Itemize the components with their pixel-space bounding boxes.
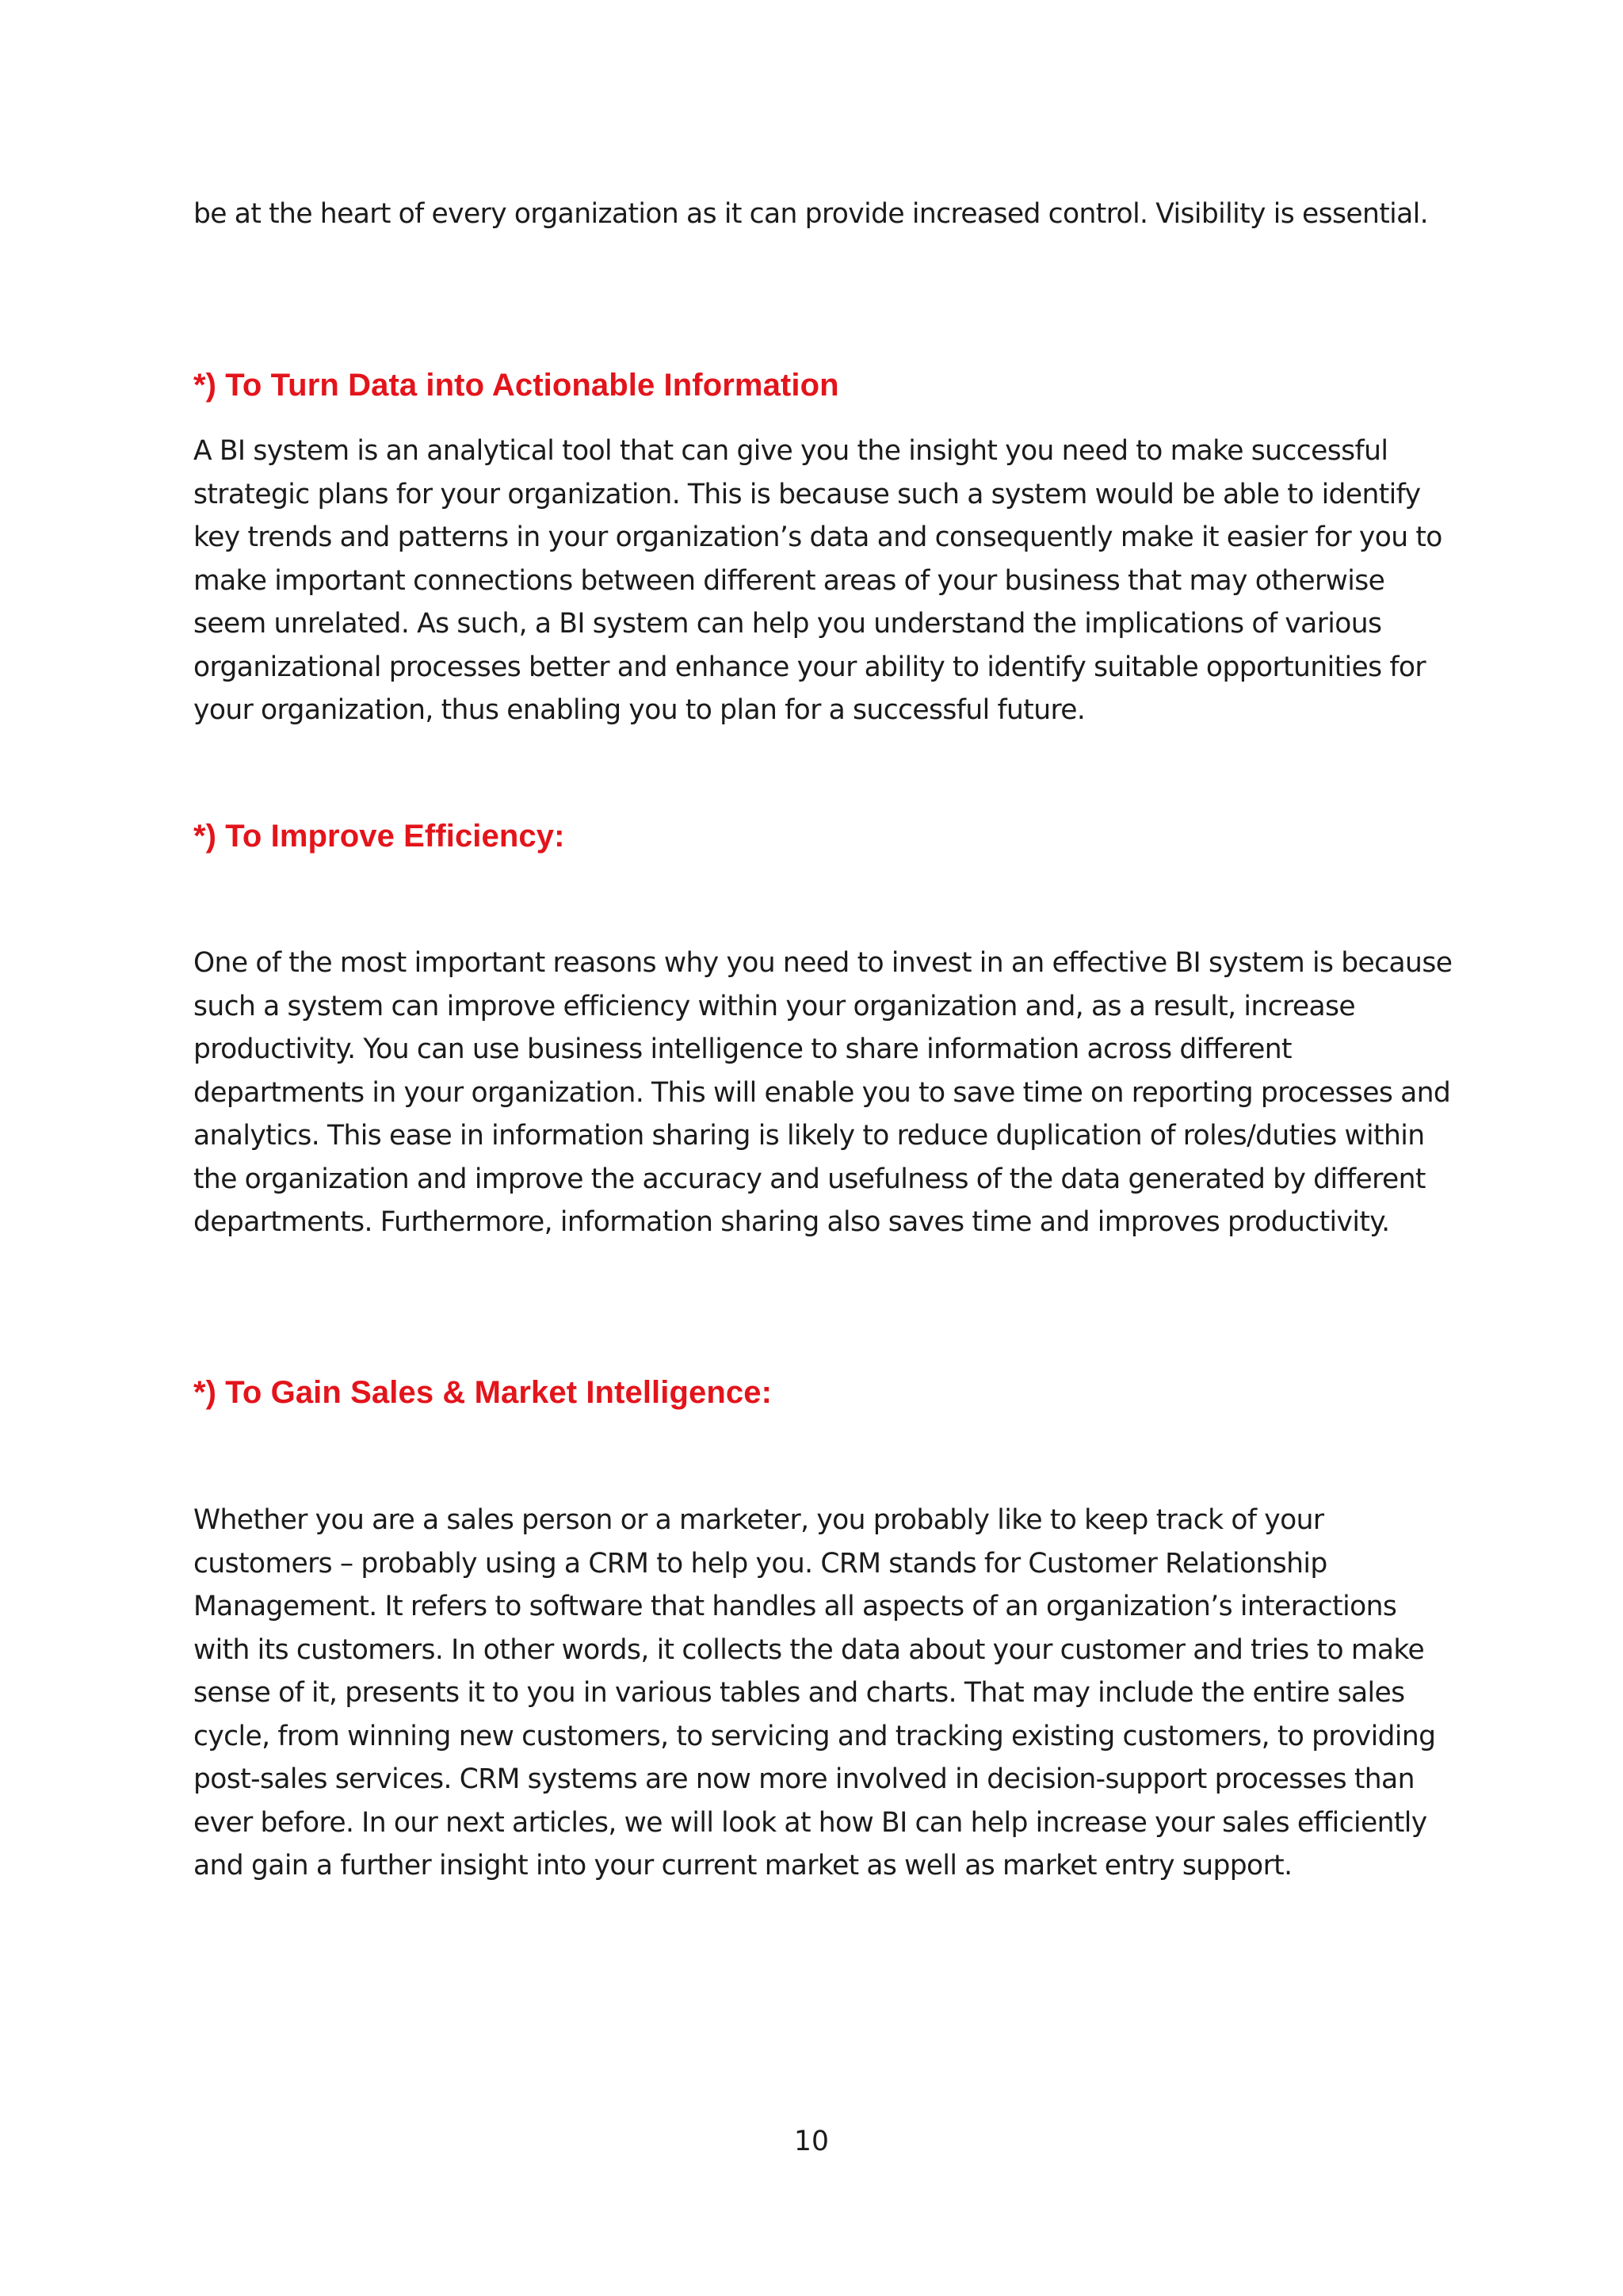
page-number: 10	[794, 2126, 829, 2157]
section-paragraph-sales-market-intelligence: Whether you are a sales person or a marketer, you probably like to keep track of your customers – probably using a CRM to help you. CRM stands for Customer Relationship Management. It refers to software that handles all aspects of an organization’s interactions with its customers. In other words, it collects the data about your customer and tries to make sense of it, presents it to you in various tables and charts. That may include the entire sales cycle, from winning new customers, to servicing and tracking existing customers, to providing post-sales services. CRM systems are now more involved in decision-support processes than ever before. In our next articles, we will look at how BI can help increase your sales efficiently and gain a further insight into your current market as well as market entry support.	[193, 1504, 1436, 1881]
intro-paragraph: be at the heart of every organization as it can provide increased control. Visibility is essential.	[193, 198, 1429, 230]
section-heading-actionable-information: *) To Turn Data into Actionable Information	[193, 368, 839, 403]
section-paragraph-improve-efficiency: One of the most important reasons why you need to invest in an effective BI system is because such a system can improve efficiency within your organization and, as a result, increase productivity. You can use business intelligence to share information across different departments in your organization. This will enable you to save time on reporting processes and analytics. This ease in information sharing is likely to reduce duplication of roles/duties within the organization and improve the accuracy and usefulness of the data generated by different departments. Furthermore, information sharing also saves time and improves productivity.	[193, 947, 1453, 1238]
section-paragraph-actionable-information: A BI system is an analytical tool that can give you the insight you need to make successful strategic plans for your organization. This is because such a system would be able to identify key trends and patterns in your organization’s data and consequently make it easier for you to make important connections between different areas of your business that may otherwise seem unrelated. As such, a BI system can help you understand the implications of various organizational processes better and enhance your ability to identify suitable opportunities for your organization, thus enabling you to plan for a successful future.	[193, 435, 1442, 726]
section-heading-improve-efficiency: *) To Improve Efficiency:	[193, 819, 565, 854]
section-heading-sales-market-intelligence: *) To Gain Sales & Market Intelligence:	[193, 1375, 773, 1410]
